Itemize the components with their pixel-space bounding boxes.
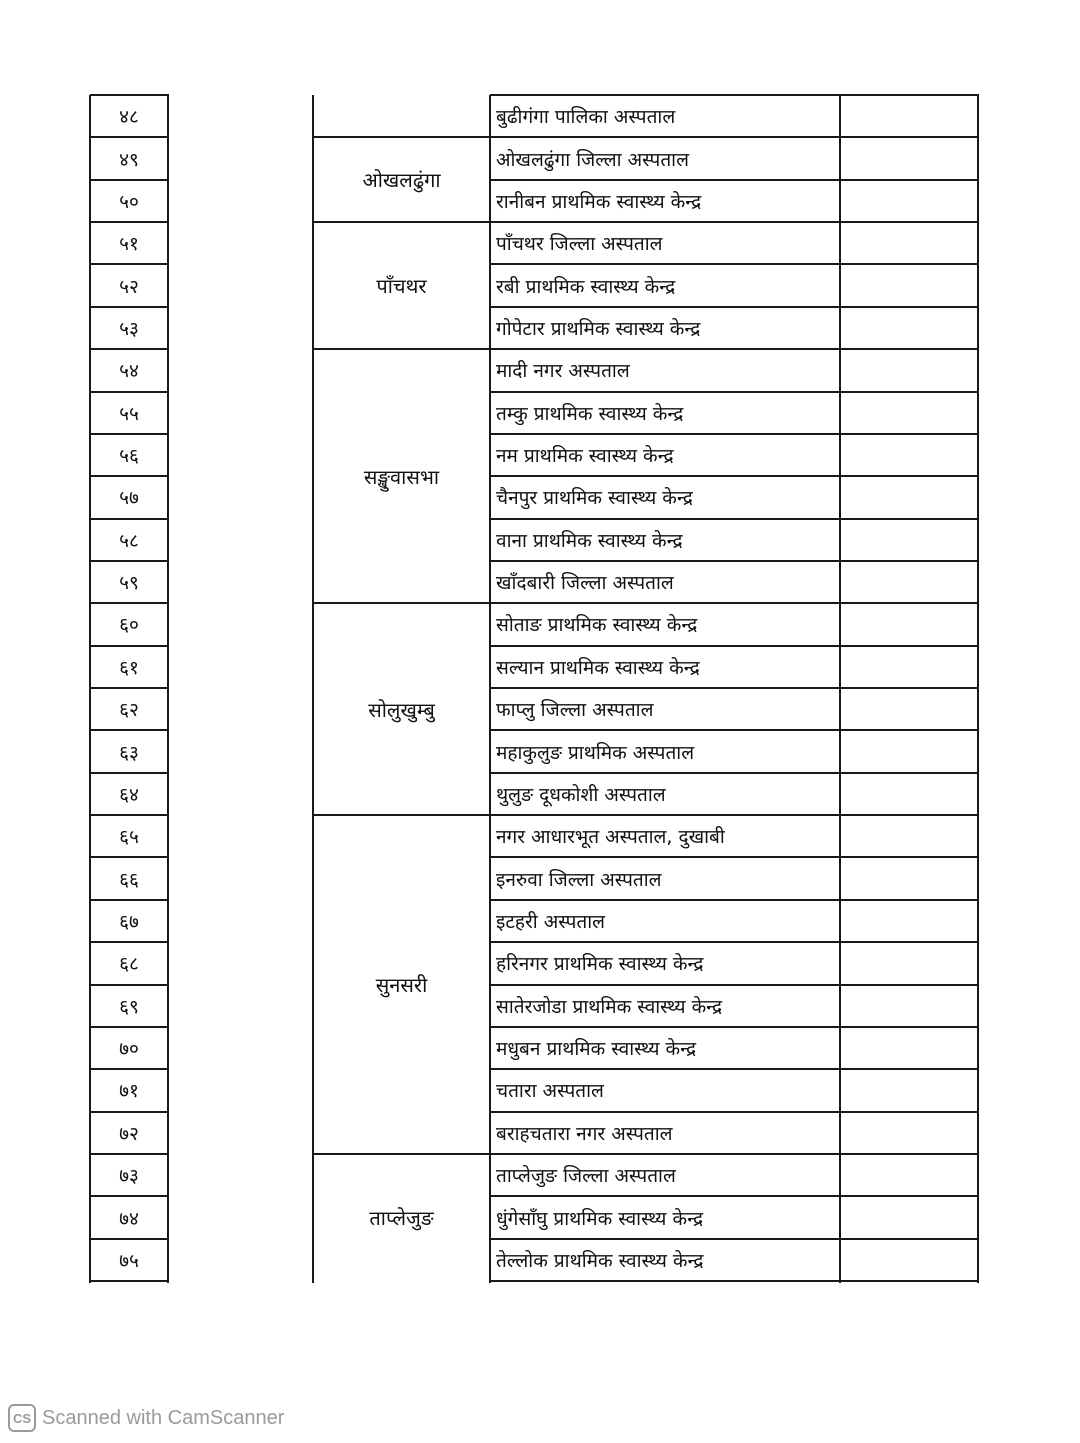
remarks-cell [840, 603, 978, 645]
camscanner-logo-icon: CS [8, 1404, 36, 1432]
serial-number-cell: ५३ [119, 317, 139, 340]
hospital-name-cell: नगर आधारभूत अस्पताल, दुखाबी [496, 826, 725, 849]
remarks-cell [840, 900, 978, 942]
serial-number-cell: ५७ [119, 487, 139, 510]
hospital-name-cell: इटहरी अस्पताल [496, 911, 606, 933]
serial-number-cell: ६५ [119, 826, 139, 849]
serial-number-cell: ७१ [119, 1080, 139, 1103]
hospital-name-cell: चैनपुर प्राथमिक स्वास्थ्य केन्द्र [496, 487, 693, 510]
hospital-name-cell: फाप्लु जिल्ला अस्पताल [496, 699, 654, 722]
remarks-cell [840, 942, 978, 984]
remarks-cell [840, 857, 978, 899]
serial-number-cell: ६४ [119, 783, 139, 806]
remarks-cell [840, 815, 978, 857]
serial-number-cell: ५९ [119, 572, 139, 595]
hospital-name-cell: पाँचथर जिल्ला अस्पताल [496, 233, 663, 256]
serial-number-cell: ५५ [119, 402, 139, 425]
hospital-name-cell: रबी प्राथमिक स्वास्थ्य केन्द्र [496, 275, 676, 298]
hospital-name-cell: ओखलढुंगा जिल्ला अस्पताल [496, 148, 689, 171]
hospital-name-cell: चतारा अस्पताल [496, 1080, 604, 1103]
hospital-name-cell: तम्कु प्राथमिक स्वास्थ्य केन्द्र [496, 402, 684, 425]
district-name-cell: सुनसरी [375, 973, 428, 998]
hospital-name-cell: खाँदबारी जिल्ला अस्पताल [496, 572, 674, 595]
serial-number-cell: ५८ [119, 529, 139, 552]
serial-number-cell: ५२ [119, 275, 139, 298]
remarks-cell [840, 349, 978, 391]
hospital-name-cell: थुलुङ दूधकोशी अस्पताल [496, 783, 666, 806]
serial-number-cell: ६७ [119, 911, 139, 933]
hospital-name-cell: रानीबन प्राथमिक स्वास्थ्य केन्द्र [496, 190, 702, 213]
serial-number-cell: ६६ [119, 868, 139, 891]
remarks-cell [840, 180, 978, 222]
hospital-name-cell: गोपेटार प्राथमिक स्वास्थ्य केन्द्र [496, 317, 701, 340]
district-name-cell: ओखलढुंगा [362, 168, 441, 193]
remarks-cell [840, 688, 978, 730]
remarks-cell [840, 434, 978, 476]
camscanner-watermark [8, 1404, 284, 1432]
hospital-name-cell: नम प्राथमिक स्वास्थ्य केन्द्र [496, 445, 674, 468]
hospital-name-cell: बराहचतारा नगर अस्पताल [496, 1122, 673, 1145]
hospital-name-cell: धुंगेसाँघु प्राथमिक स्वास्थ्य केन्द्र [496, 1207, 704, 1230]
remarks-cell [840, 646, 978, 688]
remarks-cell [840, 561, 978, 603]
serial-number-cell: ६३ [119, 741, 139, 764]
hospital-name-cell: इनरुवा जिल्ला अस्पताल [496, 868, 662, 891]
serial-number-cell: ५४ [119, 360, 139, 383]
serial-number-cell: ४८ [119, 106, 139, 129]
serial-number-cell: ७३ [119, 1165, 139, 1188]
remarks-cell [840, 137, 978, 179]
serial-number-cell: ६८ [119, 953, 139, 976]
district-name-cell: पाँचथर [376, 274, 427, 299]
remarks-cell [840, 985, 978, 1027]
serial-number-cell: ४९ [119, 148, 139, 171]
serial-number-cell: ५० [119, 190, 139, 213]
remarks-cell [840, 1196, 978, 1238]
camscanner-text: Scanned with CamScanner [42, 1406, 285, 1429]
hospital-name-cell: महाकुलुङ प्राथमिक अस्पताल [496, 741, 695, 764]
hospital-name-cell: हरिनगर प्राथमिक स्वास्थ्य केन्द्र [496, 953, 704, 976]
hospital-name-cell: मादी नगर अस्पताल [496, 360, 630, 383]
remarks-cell [840, 222, 978, 264]
serial-number-cell: ७५ [119, 1249, 139, 1272]
remarks-cell [840, 730, 978, 772]
serial-number-cell: ५६ [119, 445, 139, 468]
remarks-cell [840, 1112, 978, 1154]
remarks-cell [840, 1239, 978, 1281]
remarks-cell [840, 264, 978, 306]
district-name-cell: सङ्खुवासभा [363, 464, 440, 489]
hospital-name-cell: वाना प्राथमिक स्वास्थ्य केन्द्र [496, 529, 683, 552]
remarks-cell [840, 307, 978, 349]
hospital-name-cell: बुढीगंगा पालिका अस्पताल [496, 106, 676, 129]
hospital-name-cell: तेल्लोक प्राथमिक स्वास्थ्य केन्द्र [496, 1249, 704, 1272]
district-name-cell [313, 95, 490, 137]
district-name-cell: सोलुखुम्बु [368, 697, 435, 722]
remarks-cell [840, 95, 978, 137]
serial-number-cell: ७२ [119, 1122, 139, 1145]
serial-number-cell: ६९ [119, 995, 139, 1018]
serial-number-cell: ६० [119, 614, 139, 637]
remarks-cell [840, 1154, 978, 1196]
remarks-cell [840, 1027, 978, 1069]
remarks-cell [840, 1069, 978, 1111]
hospital-name-cell: सोताङ प्राथमिक स्वास्थ्य केन्द्र [496, 614, 698, 637]
serial-number-cell: ७० [119, 1038, 139, 1061]
serial-number-cell: ५१ [119, 233, 139, 256]
district-name-cell: ताप्लेजुङ [369, 1206, 434, 1231]
hospital-name-cell: मधुबन प्राथमिक स्वास्थ्य केन्द्र [496, 1038, 697, 1061]
hospital-name-cell: सातेरजोडा प्राथमिक स्वास्थ्य केन्द्र [496, 995, 723, 1018]
remarks-cell [840, 392, 978, 434]
remarks-cell [840, 773, 978, 815]
remarks-cell [840, 476, 978, 518]
hospital-name-cell: सल्यान प्राथमिक स्वास्थ्य केन्द्र [496, 656, 700, 679]
serial-number-cell: ६१ [119, 656, 139, 679]
serial-number-cell: ६२ [119, 699, 139, 722]
hospital-name-cell: ताप्लेजुङ जिल्ला अस्पताल [496, 1165, 676, 1188]
serial-number-cell: ७४ [119, 1207, 139, 1230]
remarks-cell [840, 519, 978, 561]
